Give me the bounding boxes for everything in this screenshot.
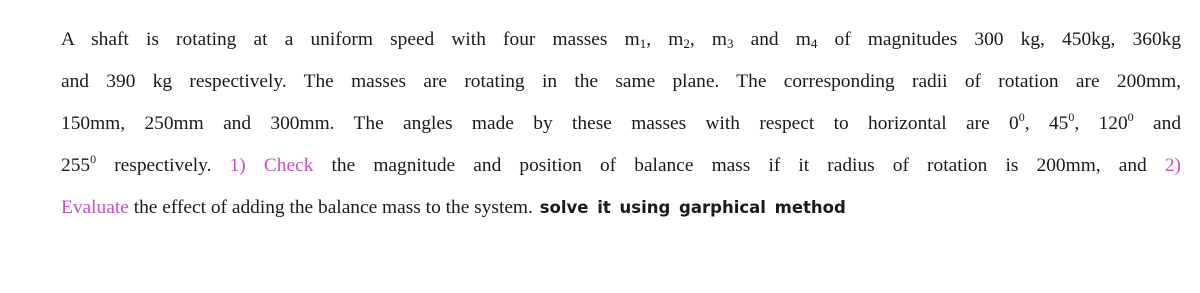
problem-line-1 bbox=[61, 19, 1181, 61]
problem-statement bbox=[61, 19, 1181, 229]
degree-superscript: 0 bbox=[1018, 110, 1025, 124]
problem-text: , m bbox=[646, 29, 684, 50]
handwritten-note: solve it using garphical method bbox=[539, 198, 846, 217]
problem-text: 150mm, 250mm and 300mm. The angles made by these masses with respect to horizontal are 0 bbox=[61, 113, 1019, 134]
subscript: 2 bbox=[683, 36, 690, 51]
degree-superscript: 0 bbox=[90, 152, 97, 166]
problem-text: and 390 kg respectively. The masses are rotating in the same plane. The corresponding radii of rotation are 200mm, bbox=[61, 71, 1181, 92]
problem-text: 255 bbox=[61, 155, 91, 176]
problem-text: and m bbox=[733, 29, 811, 50]
problem-text: A shaft is rotating at a uniform speed with four masses m bbox=[61, 29, 640, 50]
subscript: 4 bbox=[810, 36, 818, 51]
problem-line-5 bbox=[61, 187, 1181, 229]
problem-line-2 bbox=[61, 61, 1181, 103]
question-2-label: 2) bbox=[1164, 155, 1182, 176]
problem-text: and bbox=[1133, 113, 1182, 134]
degree-superscript: 0 bbox=[1068, 110, 1075, 124]
question-2-verb: Evaluate bbox=[61, 197, 129, 218]
problem-line-3 bbox=[61, 103, 1181, 145]
problem-text: of magnitudes 300 kg, 450kg, 360kg bbox=[817, 29, 1182, 50]
problem-text: the magnitude and position of balance mass if it radius of rotation is 200mm, and bbox=[313, 155, 1165, 176]
degree-superscript: 0 bbox=[1127, 110, 1134, 124]
problem-text: the effect of adding the balance mass to the system. bbox=[128, 197, 533, 218]
problem-text: respectively. bbox=[96, 155, 230, 176]
problem-line-4 bbox=[61, 145, 1181, 187]
subscript: 1 bbox=[639, 36, 647, 51]
problem-text: , 120 bbox=[1074, 113, 1128, 134]
subscript: 3 bbox=[726, 36, 734, 51]
problem-text: , m bbox=[689, 29, 727, 50]
question-1-label: 1) Check bbox=[229, 155, 314, 176]
problem-text: , 45 bbox=[1024, 113, 1069, 134]
